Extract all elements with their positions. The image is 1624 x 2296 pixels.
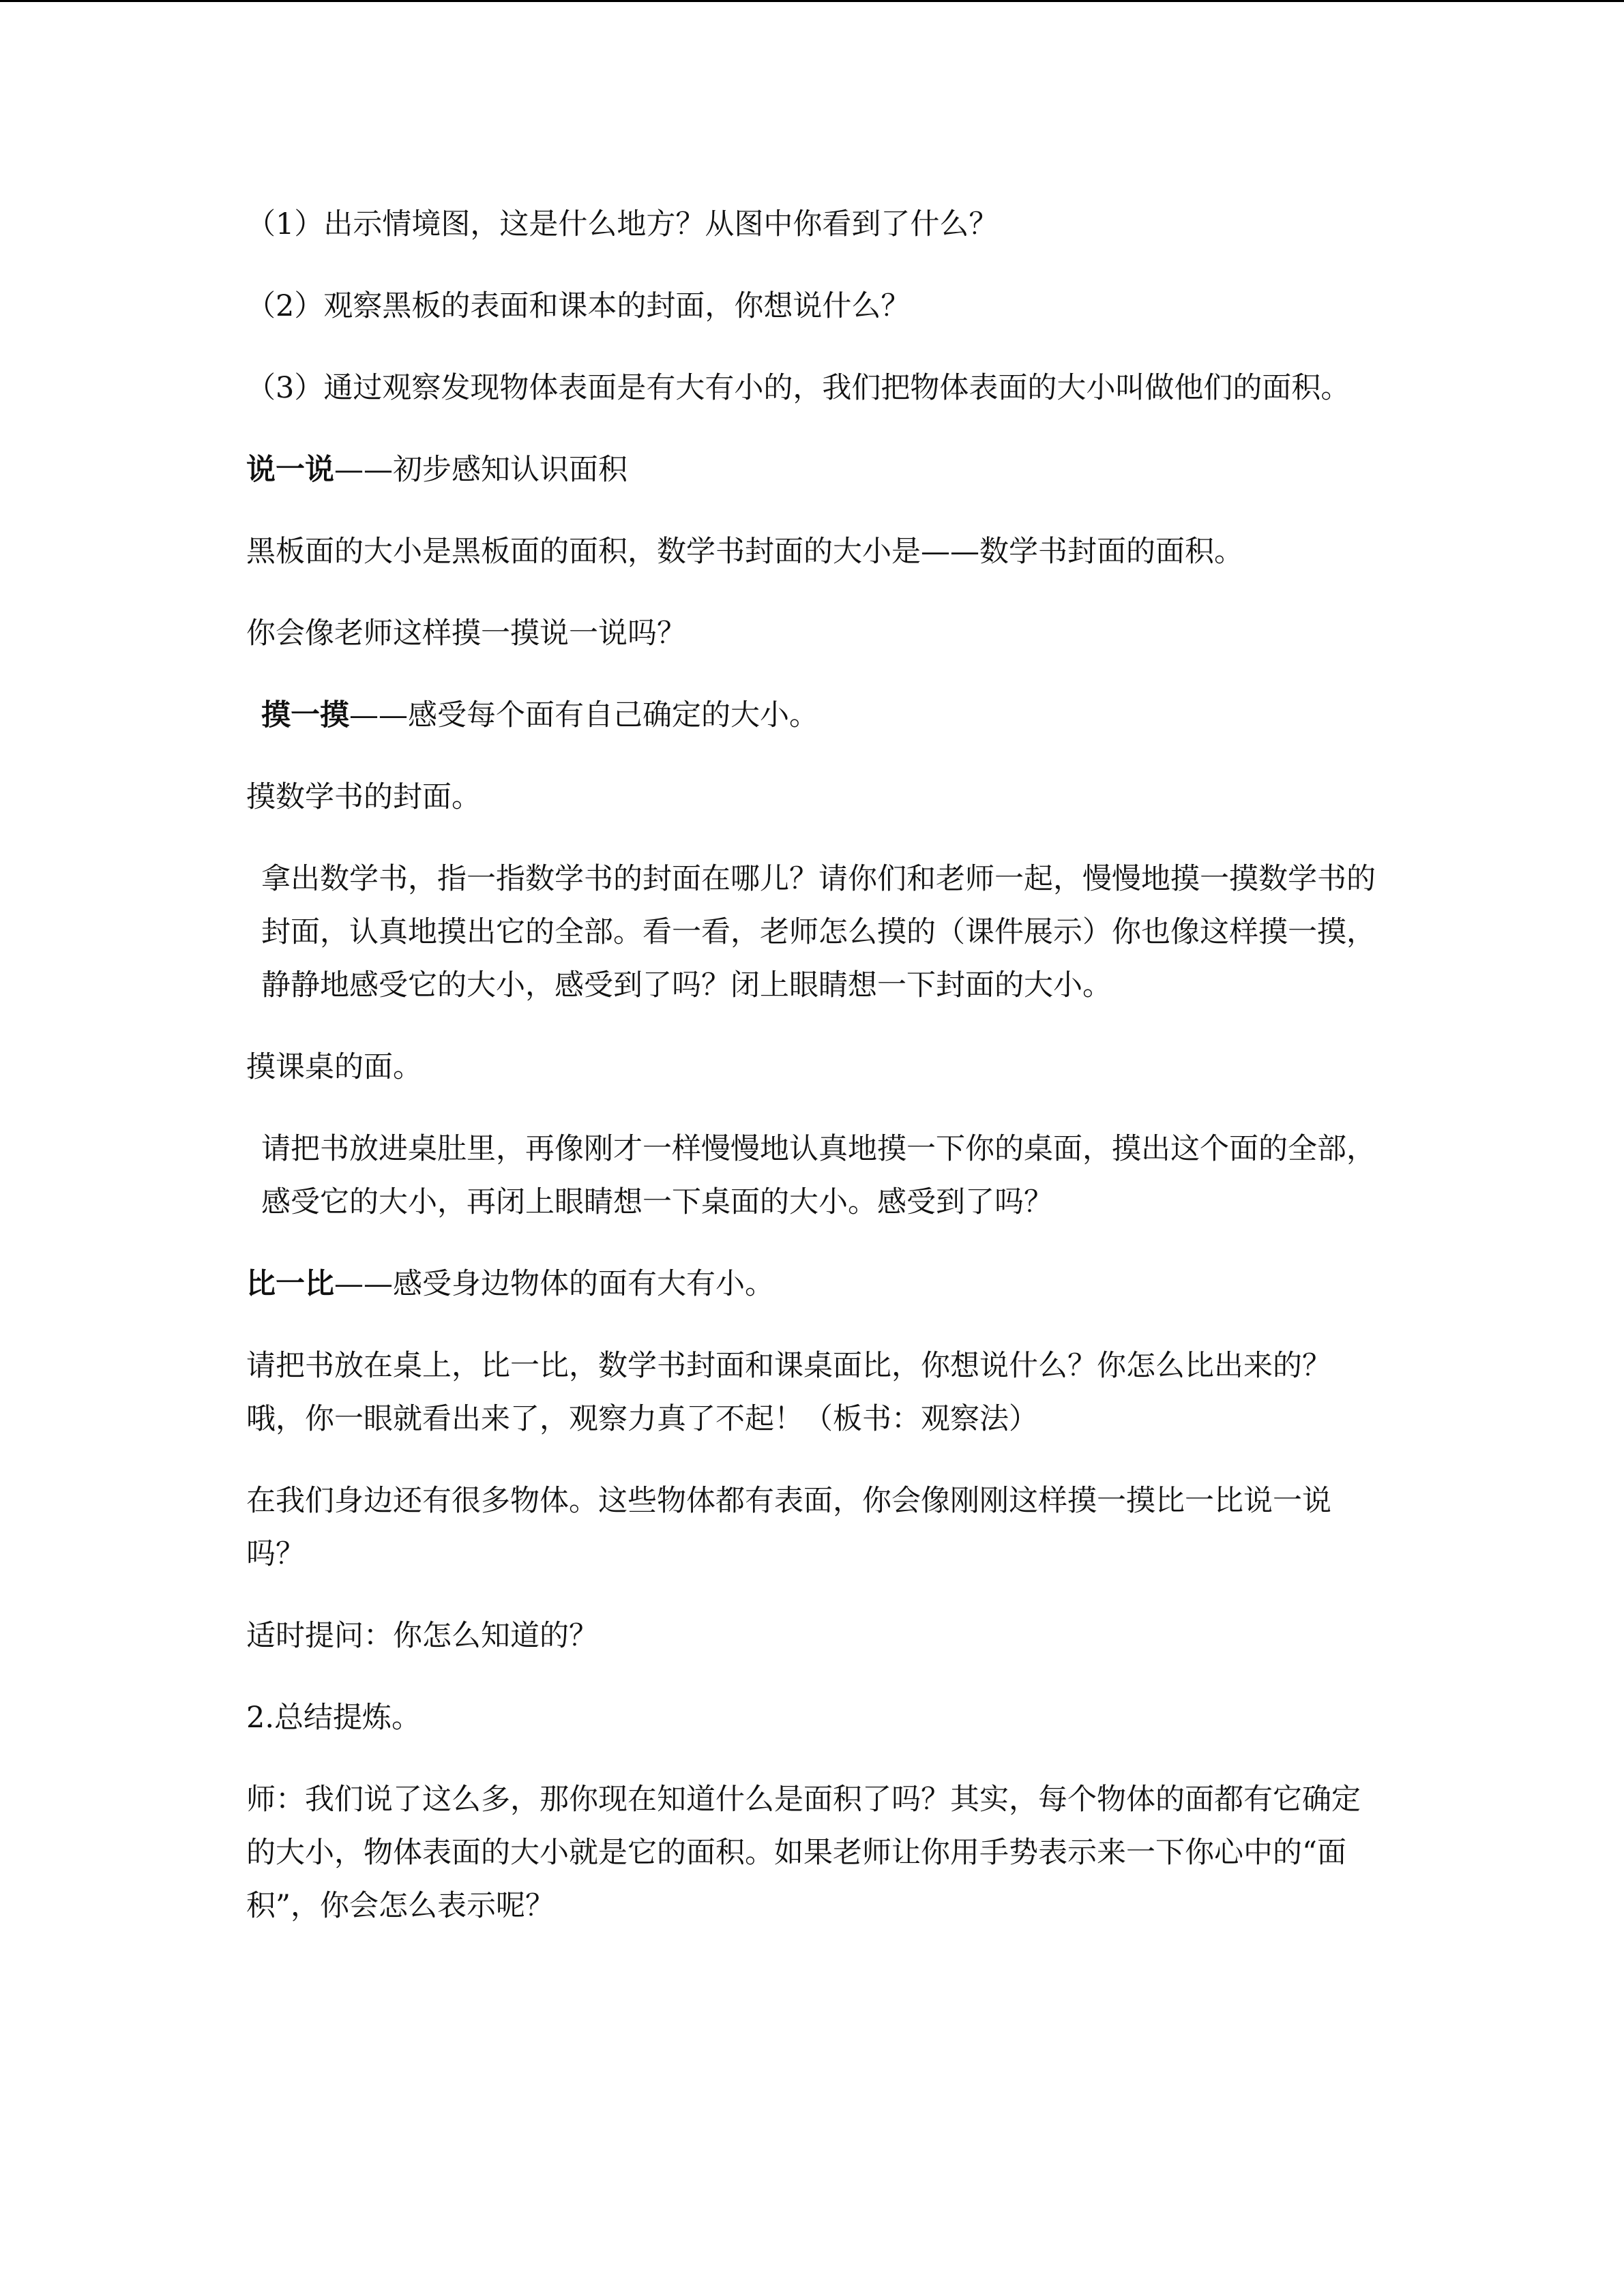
section-heading-touch xyxy=(246,689,1378,742)
section-heading-compare xyxy=(246,1257,1378,1311)
section-label-touch: 摸一摸 xyxy=(261,698,349,732)
section-desc-touch: ——感受每个面有自己确定的大小。 xyxy=(349,698,818,732)
section-desc-say: ——初步感知认识面积 xyxy=(334,453,628,487)
paragraph-book-cover-activity: 拿出数学书，指一指数学书的封面在哪儿？请你们和老师一起，慢慢地摸一摸数学书的封面，认真地摸出它的全部。看一看，老师怎么摸的（课件展示）你也像这样摸一摸，静静地感受它的大小，感受到了吗？闭上眼睛想一下封面的大小。 xyxy=(261,862,1376,1002)
section-label-compare: 比一比 xyxy=(246,1267,334,1301)
paragraph-blackboard-area: 黑板面的大小是黑板面的面积，数学书封面的大小是——数学书封面的面积。 xyxy=(246,535,1243,569)
section-heading-say xyxy=(246,443,1378,496)
top-border-line xyxy=(0,0,1624,2)
paragraph-timely-question: 适时提问：你怎么知道的？ xyxy=(246,1619,598,1653)
paragraph-teacher-summary: 师：我们说了这么多，那你现在知道什么是面积了吗？其实，每个物体的面都有它确定的大小，物体表面的大小就是它的面积。如果老师让你用手势表示来一下你心中的“面积”，你会怎么表示呢？ xyxy=(246,1783,1361,1923)
paragraph-touch-book-cover: 摸数学书的封面。 xyxy=(246,780,481,814)
paragraph-compare-book-desk: 请把书放在桌上，比一比，数学书封面和课桌面比，你想说什么？你怎么比出来的？哦，你一眼就看出来了，观察力真了不起！（板书：观察法） xyxy=(246,1349,1331,1436)
paragraph-touch-desk: 摸课桌的面。 xyxy=(246,1050,422,1084)
paragraph-summary-heading: 2.总结提炼。 xyxy=(246,1701,422,1735)
paragraph-surrounding-objects: 在我们身边还有很多物体。这些物体都有表面，你会像刚刚这样摸一摸比一比说一说吗？ xyxy=(246,1484,1331,1571)
section-label-say: 说一说 xyxy=(246,453,334,487)
paragraph-situation-question: （1）出示情境图，这是什么地方？从图中你看到了什么？ xyxy=(246,207,999,241)
paragraph-desk-activity: 请把书放进桌肚里，再像刚才一样慢慢地认真地摸一下你的桌面，摸出这个面的全部，感受它的大小，再闭上眼睛想一下桌面的大小。感受到了吗？ xyxy=(261,1132,1376,1219)
paragraph-touch-and-say-question: 你会像老师这样摸一摸说一说吗？ xyxy=(246,616,686,651)
document-body xyxy=(246,198,1378,1961)
paragraph-area-definition-intro: （3）通过观察发现物体表面是有大有小的，我们把物体表面的大小叫做他们的面积。 xyxy=(246,371,1350,405)
section-desc-compare: ——感受身边物体的面有大有小。 xyxy=(334,1267,774,1301)
paragraph-observe-blackboard: （2）观察黑板的表面和课本的封面，你想说什么？ xyxy=(246,289,911,323)
